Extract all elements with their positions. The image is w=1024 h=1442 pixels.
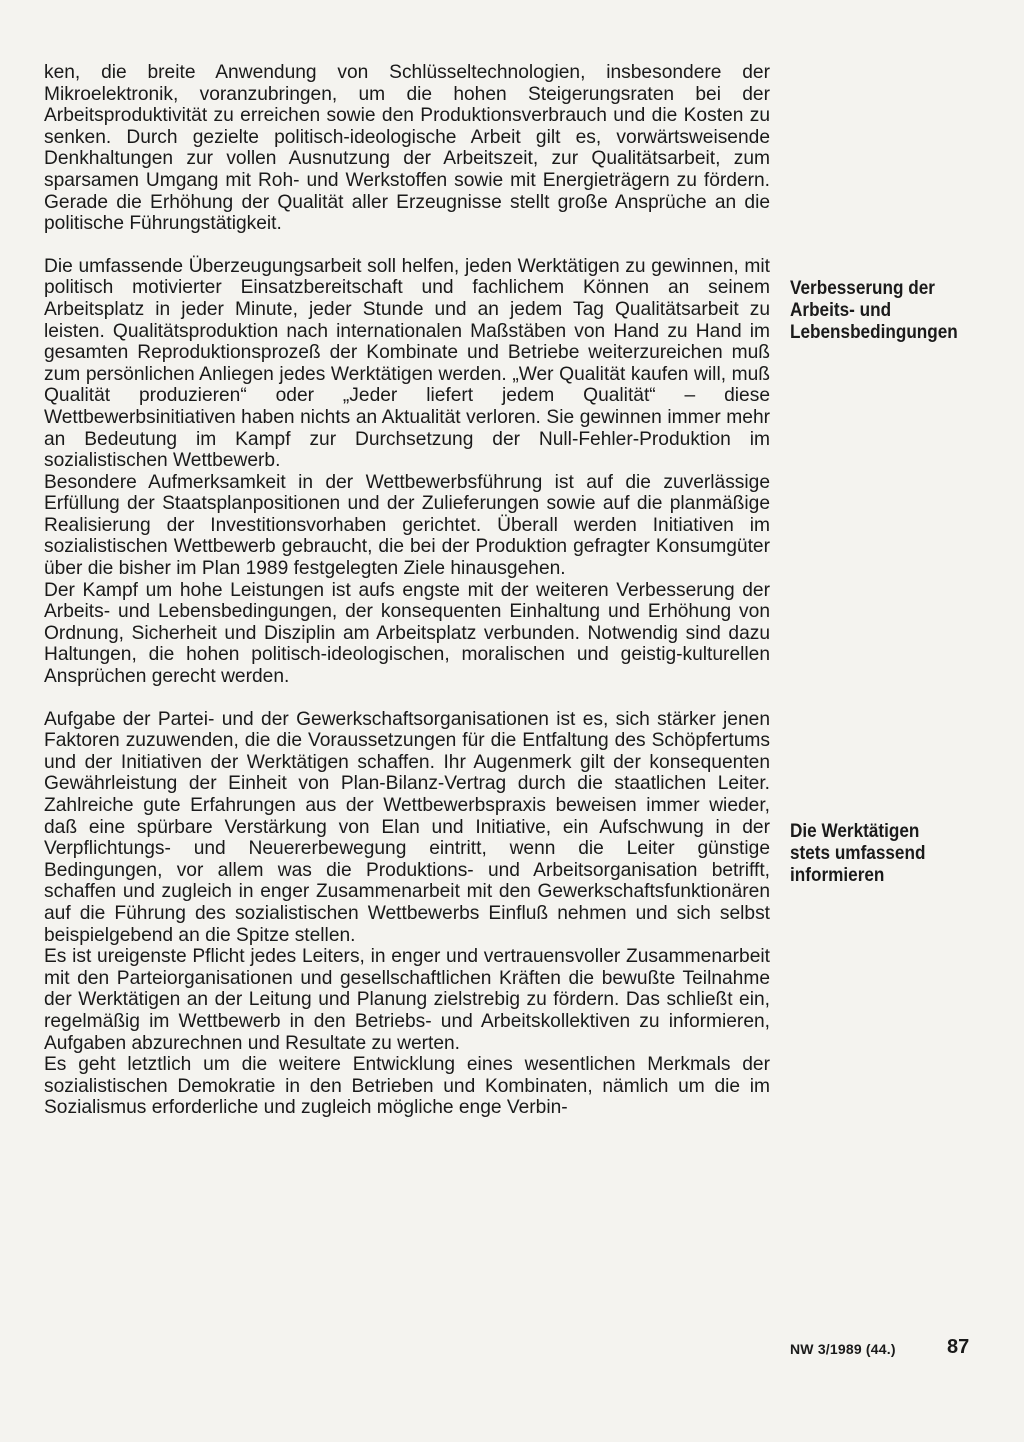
margin-heading-2-line-1: Die Werktätigen [790,820,920,842]
margin-heading-1-line-3: Lebensbedingungen [790,321,958,343]
paragraph-6: Es ist ureigenste Pflicht jedes Leiters, in enger und vertrauensvoller Zusammenarbeit mit den Parteiorganisationen und gesellschaftlichen Kräften die bewußte Teilnahme der Werktätigen an der Leitung und Planung zielstrebig zu fördern. Das schließt ein, regelmäßig im Wettbewerb in den Betriebs- und Arbeitskollektiven zu informieren, Aufgaben abzurechnen und Resultate zu werten. [44,946,770,1054]
paragraph-3: Besondere Aufmerksamkeit in der Wettbewerbsführung ist auf die zuverlässige Erfüllung der Staatsplanpositionen und der Zulieferungen sowie auf die planmäßige Realisierung der Investitionsvorhaben gerichtet. Überall werden Initiativen im sozialistischen Wettbewerb gebraucht, die bei der Produktion gefragter Konsumgüter über die bisher im Plan 1989 festgelegten Ziele hinausgehen. [44,471,770,580]
journal-reference: NW 3/1989 (44.) [790,1341,896,1357]
paragraph-7: Es geht letztlich um die weitere Entwicklung eines wesentlichen Merkmals der sozialistischen Demokratie in den Betrieben und Kombinaten, nämlich um die im Sozialismus erforderliche und zugleich mögliche enge Verbin- [44,1054,770,1119]
paragraph-5: Aufgabe der Partei- und der Gewerkschaftsorganisationen ist es, sich stärker jenen Faktoren zuzuwenden, die die Voraussetzungen für die Entfaltung des Schöpfertums und der Initiativen der Werktätigen schaffen. Ihr Augenmerk gilt der konsequenten Gewährleistung der Einheit von Plan-Bilanz-Vertrag durch die staatlichen Leiter. Zahlreiche gute Erfahrungen aus der Wettbewerbspraxis beweisen immer wieder, daß eine spürbare Verstärkung von Elan und Initiative, ein Aufschwung in der Verpflichtungs- und Neuererbewegung eintritt, wenn die Leiter günstige Bedingungen, vor allem was die Produktions- und Arbeitsorganisation betrifft, schaffen und zugleich in enger Zusammenarbeit mit den Gewerkschaftsfunktionären auf die Führung des sozialistischen Wettbewerbs Einfluß nehmen und sich selbst beispielgebend an die Spitze stellen. [44,708,770,946]
page-number: 87 [947,1336,970,1358]
paragraph-1: ken, die breite Anwendung von Schlüsseltechnologien, insbesondere der Mikroelektronik, voranzubringen, um die hohen Steigerungsraten bei der Arbeitsproduktivität zu erreichen sowie den Produktionsverbrauch und die Kosten zu senken. Durch gezielte politisch-ideologische Arbeit gilt es, vorwärtsweisende Denkhaltungen zur vollen Ausnutzung der Arbeitszeit, zur Qualitätsarbeit, zum sparsamen Umgang mit Roh- und Werkstoffen sowie mit Energieträgern zu fördern. Gerade die Erhöhung der Qualität aller Erzeugnisse stellt große Ansprüche an die politische Führungstätigkeit. [44,62,770,235]
margin-heading-1 [790,277,966,343]
margin-heading-1-line-2: Arbeits- und [790,299,892,321]
margin-heading-1-line-1: Verbesserung der [790,277,935,299]
margin-heading-2 [790,820,966,886]
main-text-column [44,62,770,1119]
margin-heading-2-line-3: informieren [790,864,885,886]
paragraph-2: Die umfassende Überzeugungsarbeit soll helfen, jeden Werktätigen zu gewinnen, mit politisch motivierter Einsatzbereitschaft und fachlichem Können an seinem Arbeitsplatz in jeder Minute, jeder Stunde und an jedem Tag Qualitätsarbeit zu leisten. Qualitätsproduktion nach internationalen Maßstäben von Hand zu Hand im gesamten Reproduktionsprozeß der Kombinate und Betriebe weiterzureichen muß zum persönlichen Anliegen jedes Werktätigen werden. „Wer Qualität kaufen will, muß Qualität produzieren“ oder „Jeder liefert jedem Qualität“ – diese Wettbewerbsinitiativen haben nichts an Aktualität verloren. Sie gewinnen immer mehr an Bedeutung im Kampf zur Durchsetzung der Null-Fehler-Produktion im sozialistischen Wettbewerb. [44,255,770,472]
paragraph-4: Der Kampf um hohe Leistungen ist aufs engste mit der weiteren Verbesserung der Arbeits- und Lebensbedingungen, der konsequenten Einhaltung und Erhöhung von Ordnung, Sicherheit und Disziplin am Arbeitsplatz verbunden. Notwendig sind dazu Haltungen, die hohen politisch-ideologischen, moralischen und geistig-kulturellen Ansprüchen gerecht werden. [44,579,770,688]
margin-heading-2-line-2: stets umfassend [790,842,926,864]
